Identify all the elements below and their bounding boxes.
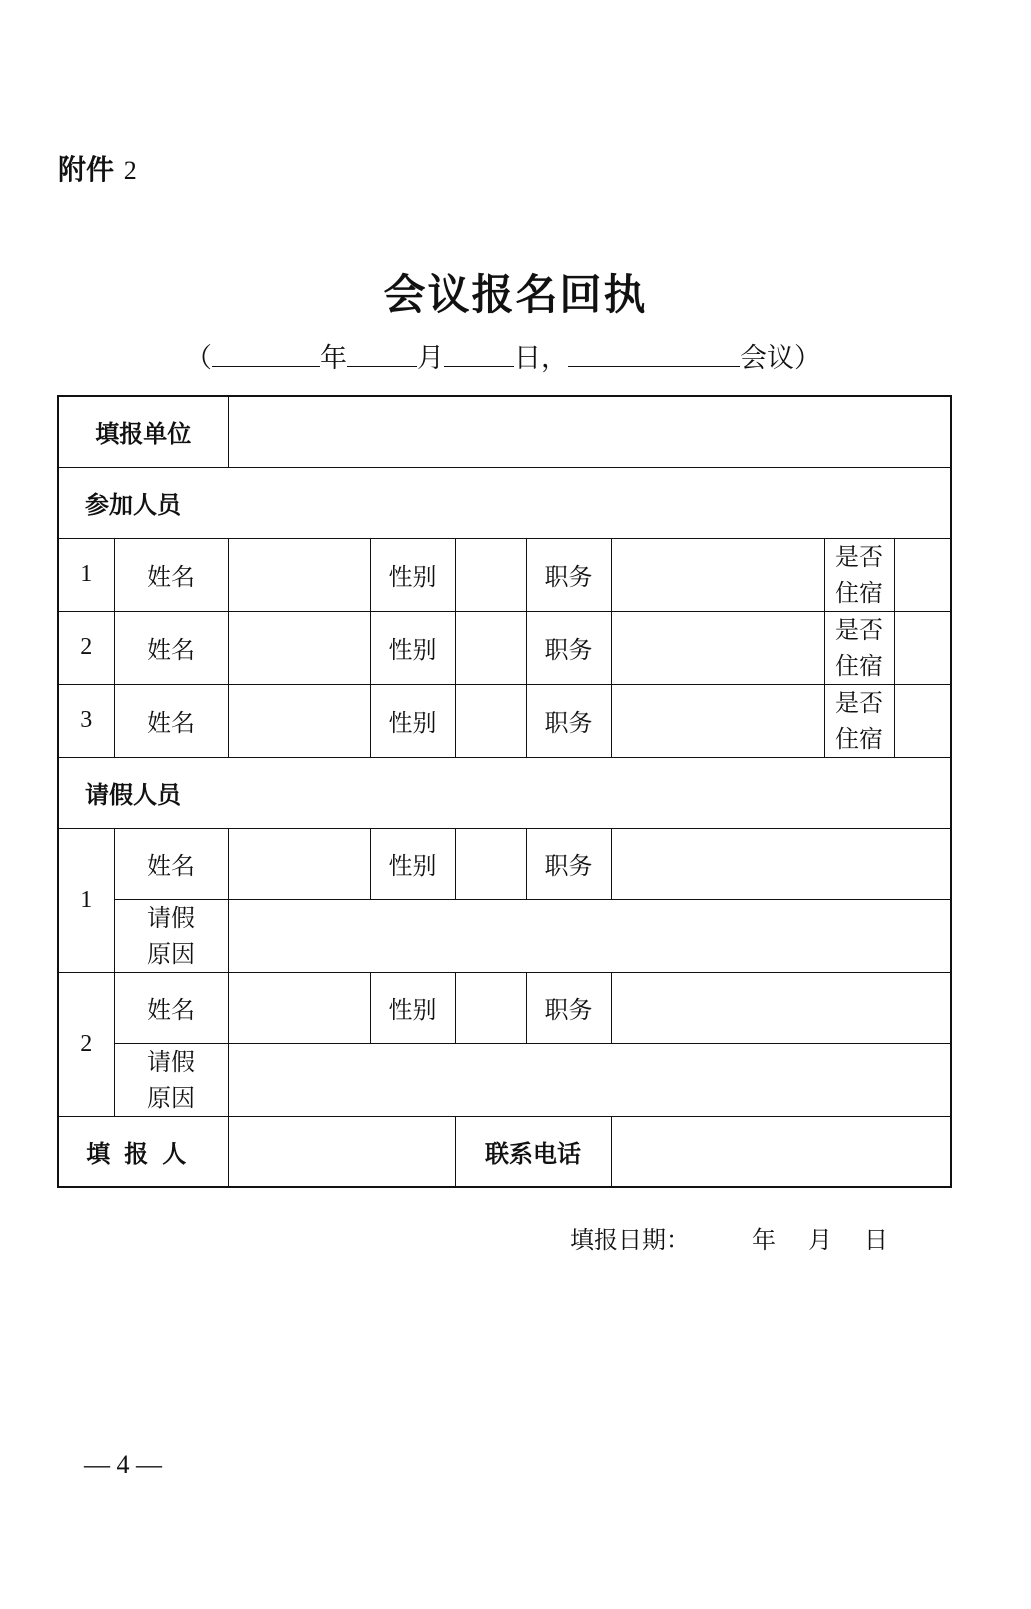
reason-input[interactable] [228, 1043, 951, 1116]
day-blank[interactable] [444, 340, 514, 367]
fill-date-line [570, 1220, 888, 1255]
participant-row [58, 684, 951, 757]
day-text: 日 [514, 343, 541, 374]
page-number: — 4 — [84, 1450, 162, 1479]
unit-input[interactable] [228, 396, 951, 467]
reason-line1: 请假 [147, 903, 195, 932]
phone-input[interactable] [611, 1116, 951, 1187]
gender-input[interactable] [455, 828, 526, 899]
participant-index: 1 [58, 538, 114, 611]
position-label: 职务 [526, 684, 611, 757]
position-input[interactable] [611, 828, 951, 899]
filler-input[interactable] [228, 1116, 455, 1187]
participant-index: 2 [58, 611, 114, 684]
name-label: 姓名 [114, 684, 228, 757]
position-label: 职务 [526, 611, 611, 684]
name-label: 姓名 [114, 972, 228, 1043]
meeting-text: 会议 [740, 343, 794, 374]
name-label: 姓名 [114, 828, 228, 899]
year-text: 年 [320, 343, 347, 374]
open-paren: （ [185, 343, 212, 374]
lodging-label [824, 611, 894, 684]
meeting-name-blank[interactable] [568, 340, 740, 367]
name-input[interactable] [228, 611, 370, 684]
name-input[interactable] [228, 972, 370, 1043]
name-input[interactable] [228, 538, 370, 611]
gender-label: 性别 [370, 611, 455, 684]
year-blank[interactable] [212, 340, 320, 367]
gender-input[interactable] [455, 538, 526, 611]
position-input[interactable] [611, 538, 824, 611]
lodging-input[interactable] [894, 611, 951, 684]
participants-label: 参加人员 [58, 467, 951, 538]
reason-input[interactable] [228, 899, 951, 972]
filler-label: 填报人 [58, 1116, 228, 1187]
phone-label: 联系电话 [455, 1116, 611, 1187]
leave-info-row [58, 828, 951, 899]
leave-label: 请假人员 [58, 757, 951, 828]
reason-line2: 原因 [147, 939, 195, 968]
participant-row [58, 611, 951, 684]
lodging-line1: 是否 [835, 615, 883, 644]
unit-row [58, 396, 951, 467]
meeting-info-line [185, 336, 821, 375]
attachment-label [58, 148, 137, 188]
gender-label: 性别 [370, 972, 455, 1043]
participants-header-row [58, 467, 951, 538]
position-label: 职务 [526, 828, 611, 899]
reason-line2: 原因 [147, 1083, 195, 1112]
leave-index: 1 [58, 828, 114, 972]
month-blank[interactable] [347, 340, 417, 367]
gender-label: 性别 [370, 828, 455, 899]
leave-reason-row [58, 1043, 951, 1116]
gender-input[interactable] [455, 684, 526, 757]
lodging-line1: 是否 [835, 542, 883, 571]
position-label: 职务 [526, 538, 611, 611]
gender-label: 性别 [370, 538, 455, 611]
name-input[interactable] [228, 828, 370, 899]
participant-index: 3 [58, 684, 114, 757]
position-input[interactable] [611, 684, 824, 757]
attachment-number: 2 [123, 156, 137, 185]
lodging-input[interactable] [894, 684, 951, 757]
position-label: 职务 [526, 972, 611, 1043]
leave-index: 2 [58, 972, 114, 1116]
name-label: 姓名 [114, 611, 228, 684]
name-label: 姓名 [114, 538, 228, 611]
fill-date-month: 月 [808, 1226, 832, 1254]
lodging-line2: 住宿 [835, 651, 883, 680]
filler-row [58, 1116, 951, 1187]
gender-input[interactable] [455, 972, 526, 1043]
fill-date-day: 日 [864, 1226, 888, 1254]
fill-date-year: 年 [752, 1226, 776, 1254]
lodging-label [824, 684, 894, 757]
reason-label [114, 1043, 228, 1116]
page-title: 会议报名回执 [383, 270, 648, 319]
leave-reason-row [58, 899, 951, 972]
position-input[interactable] [611, 611, 824, 684]
lodging-line1: 是否 [835, 688, 883, 717]
lodging-input[interactable] [894, 538, 951, 611]
reason-label [114, 899, 228, 972]
month-text: 月 [417, 343, 444, 374]
leave-header-row [58, 757, 951, 828]
close-paren: ） [794, 343, 821, 374]
participant-row [58, 538, 951, 611]
reason-line1: 请假 [147, 1047, 195, 1076]
leave-info-row [58, 972, 951, 1043]
gender-input[interactable] [455, 611, 526, 684]
position-input[interactable] [611, 972, 951, 1043]
lodging-line2: 住宿 [835, 724, 883, 753]
comma: ， [541, 343, 568, 374]
attachment-text: 附件 [58, 153, 115, 186]
gender-label: 性别 [370, 684, 455, 757]
lodging-line2: 住宿 [835, 578, 883, 607]
lodging-label [824, 538, 894, 611]
fill-date-label: 填报日期： [570, 1226, 690, 1254]
name-input[interactable] [228, 684, 370, 757]
unit-label: 填报单位 [58, 396, 228, 467]
registration-form [57, 395, 952, 1188]
